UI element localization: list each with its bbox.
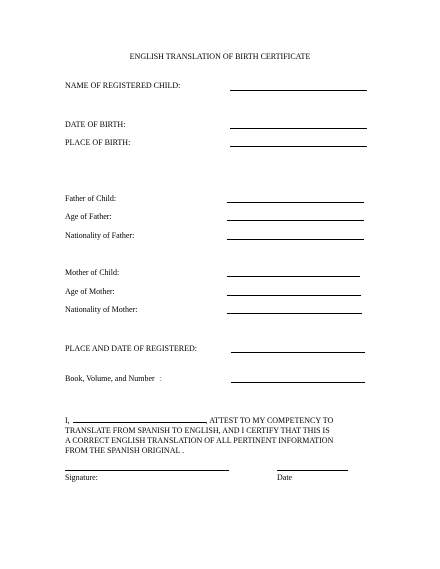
date-label: Date: [277, 473, 293, 482]
attestation-line-2: TRANSLATE FROM SPANISH TO ENGLISH, AND I CERTIFY THAT THIS IS: [65, 426, 330, 435]
signature-label: Signature:: [65, 473, 98, 482]
nationality-mother-field[interactable]: [227, 313, 362, 314]
attestation-line-4: FROM THE SPANISH ORIGINAL .: [65, 446, 185, 455]
age-mother-label: Age of Mother:: [65, 287, 115, 296]
nationality-father-field[interactable]: [227, 239, 364, 240]
nationality-mother-label: Nationality of Mother:: [65, 305, 138, 314]
age-father-label: Age of Father:: [65, 212, 112, 221]
attestation-line-3: A CORRECT ENGLISH TRANSLATION OF ALL PERTINENT INFORMATION: [65, 436, 334, 445]
date-of-birth-label: DATE OF BIRTH:: [65, 120, 126, 129]
place-date-registered-label: PLACE AND DATE OF REGISTERED:: [65, 344, 198, 353]
registered-child-field[interactable]: [230, 90, 367, 91]
father-label: Father of Child:: [65, 194, 117, 203]
place-date-registered-field[interactable]: [231, 352, 365, 353]
mother-label: Mother of Child:: [65, 268, 120, 277]
registered-child-label: NAME OF REGISTERED CHILD:: [65, 81, 181, 90]
date-of-birth-field[interactable]: [230, 128, 367, 129]
age-mother-field[interactable]: [227, 295, 361, 296]
attestation-paragraph: I, , ATTEST TO MY COMPETENCY TO TRANSLATE FROM SPANISH TO ENGLISH, AND I CERTIFY THAT THIS IS A CORRECT ENGLISH TRANSLATION OF ALL PERTINENT INFORMATION FROM THE SPANISH ORIGINAL .: [65, 414, 385, 456]
mother-field[interactable]: [227, 276, 360, 277]
document-title: ENGLISH TRANSLATION OF BIRTH CERTIFICATE: [129, 52, 311, 61]
nationality-father-label: Nationality of Father:: [65, 231, 135, 240]
signature-field[interactable]: [65, 470, 229, 471]
book-volume-number-field[interactable]: [231, 382, 365, 383]
date-field[interactable]: [277, 470, 348, 471]
place-of-birth-field[interactable]: [230, 146, 367, 147]
book-volume-number-label: Book, Volume, and Number :: [65, 374, 162, 383]
age-father-field[interactable]: [227, 220, 364, 221]
place-of-birth-label: PLACE OF BIRTH:: [65, 138, 131, 147]
translator-name-field[interactable]: [73, 414, 206, 423]
father-field[interactable]: [227, 202, 364, 203]
